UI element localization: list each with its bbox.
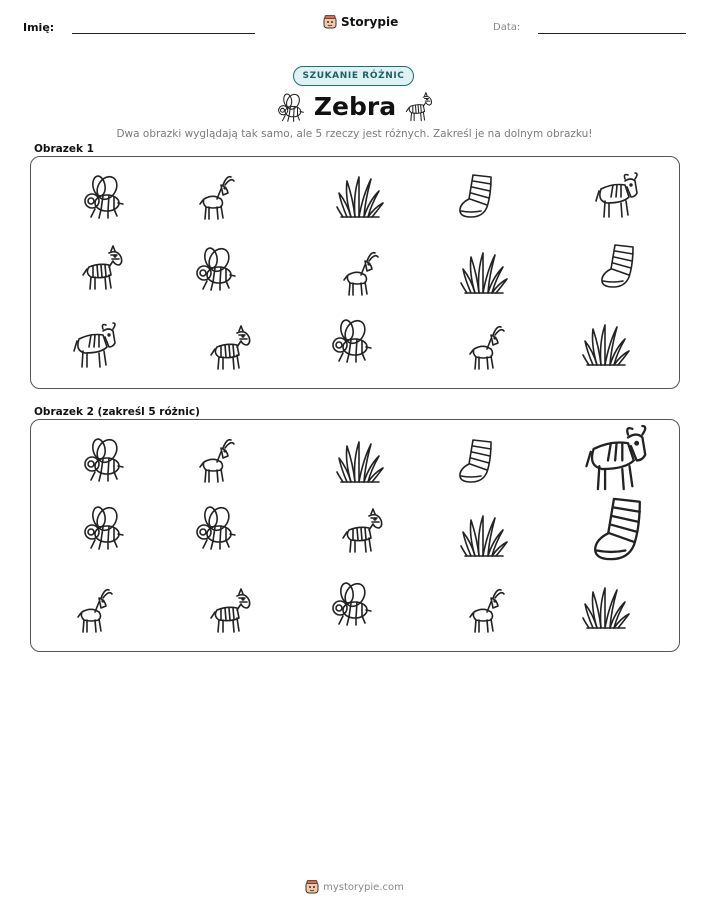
grass-icon[interactable]: [583, 321, 629, 367]
footer-url[interactable]: mystorypie.com: [323, 881, 404, 893]
zebra-icon[interactable]: [209, 325, 255, 371]
gazelle-icon[interactable]: [197, 436, 243, 482]
activity-badge: SZUKANIE RÓŻNIC: [293, 66, 414, 86]
sock-icon[interactable]: [591, 496, 657, 562]
bee-icon[interactable]: [193, 245, 239, 291]
zebra-icon[interactable]: [209, 588, 255, 634]
wildebeest-icon[interactable]: [73, 323, 119, 369]
sock-icon[interactable]: [599, 243, 645, 289]
grass-icon[interactable]: [583, 584, 629, 630]
wildebeest-icon[interactable]: [585, 426, 651, 492]
gazelle-icon[interactable]: [75, 586, 121, 632]
footer: [0, 880, 709, 894]
grass-icon[interactable]: [461, 512, 507, 558]
bee-icon[interactable]: [81, 436, 127, 482]
bee-icon[interactable]: [81, 504, 127, 550]
picture-2-label: Obrazek 2 (zakreśl 5 różnic): [34, 406, 200, 418]
instructions: Dwa obrazki wyglądają tak samo, ale 5 rzeczy jest różnych. Zakreśl je na dolnym obrazku!: [116, 128, 593, 140]
sock-icon[interactable]: [457, 173, 503, 219]
zebra-icon: [405, 92, 435, 122]
grass-icon[interactable]: [337, 173, 383, 219]
date-line[interactable]: [538, 33, 686, 34]
sock-icon[interactable]: [457, 438, 503, 484]
brand-name: Storypie: [341, 15, 399, 29]
storypie-logo-icon: [323, 15, 337, 29]
picture-1-label: Obrazek 1: [34, 143, 94, 155]
bee-icon[interactable]: [81, 173, 127, 219]
page-title: Zebra: [313, 92, 397, 121]
grass-icon[interactable]: [461, 249, 507, 295]
picture-1-frame[interactable]: [30, 156, 680, 389]
picture-2-frame[interactable]: [30, 419, 680, 652]
brand-logo: [323, 15, 398, 29]
gazelle-icon[interactable]: [197, 173, 243, 219]
bee-icon[interactable]: [193, 504, 239, 550]
bee-icon[interactable]: [329, 580, 375, 626]
wildebeest-icon[interactable]: [595, 173, 641, 219]
zebra-icon[interactable]: [341, 508, 387, 554]
name-label: Imię:: [23, 21, 55, 34]
gazelle-icon[interactable]: [467, 323, 513, 369]
gazelle-icon[interactable]: [467, 586, 513, 632]
date-label: Data:: [493, 22, 521, 33]
storypie-logo-icon: [305, 880, 319, 894]
name-line[interactable]: [72, 33, 255, 34]
grass-icon[interactable]: [337, 438, 383, 484]
gazelle-icon[interactable]: [341, 249, 387, 295]
bee-icon[interactable]: [329, 317, 375, 363]
zebra-icon[interactable]: [81, 245, 127, 291]
